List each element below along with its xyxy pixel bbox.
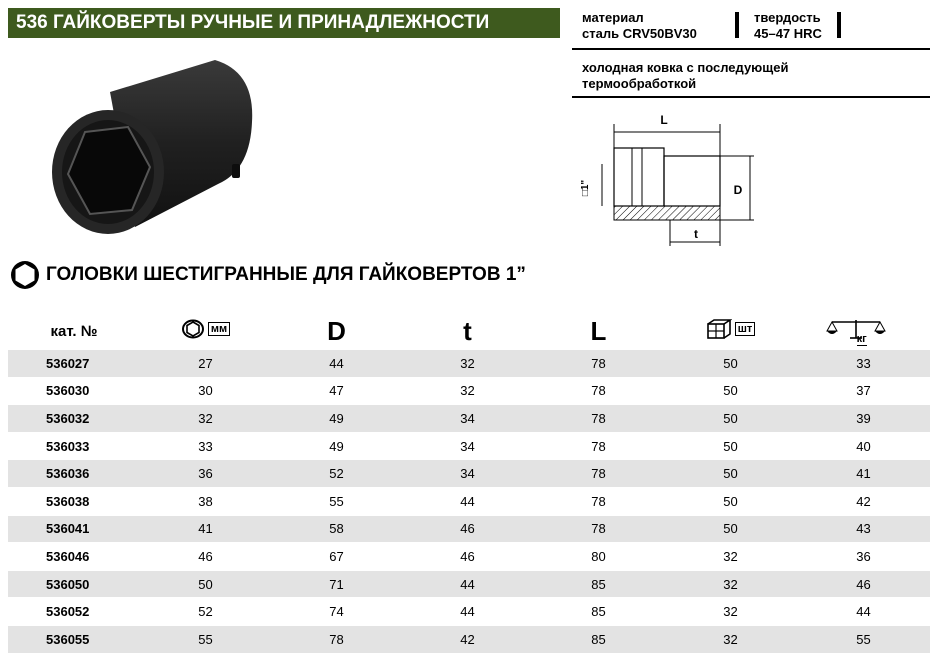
- product-table: [8, 312, 930, 654]
- diameter-d-cell: 78: [271, 625, 402, 653]
- weight-kg-cell: 37: [856, 383, 871, 399]
- qty-pcs-cell: 32: [723, 548, 738, 564]
- label-drive: □1": [580, 179, 591, 197]
- diameter-d-cell: 71: [271, 570, 402, 598]
- table-row: [8, 405, 930, 433]
- weight-kg-cell: 39: [797, 405, 930, 433]
- weight-kg-cell: 36: [856, 548, 871, 564]
- cat-number-cell: 536027: [8, 350, 140, 377]
- header-cat: кат. №: [50, 322, 98, 340]
- length-l-cell: 78: [533, 350, 664, 377]
- table-row: [8, 570, 930, 598]
- header-d: D: [327, 315, 346, 346]
- cat-number-cell: 536030: [46, 383, 90, 399]
- qty-pcs-cell: 50: [664, 405, 797, 433]
- cat-number-cell: 536038: [46, 493, 90, 509]
- depth-t-cell: 34: [402, 405, 533, 433]
- depth-t-cell: 44: [460, 493, 475, 509]
- length-l-cell: 78: [591, 438, 606, 454]
- qty-pcs-cell: 32: [664, 570, 797, 598]
- size-mm-cell: 32: [140, 405, 271, 433]
- weight-kg-cell: 41: [797, 460, 930, 488]
- table-row: [8, 377, 930, 405]
- depth-t-cell: 32: [402, 350, 533, 377]
- depth-t-cell: 42: [402, 625, 533, 653]
- weight-kg-cell: 40: [856, 438, 871, 454]
- size-mm-cell: 30: [198, 383, 213, 399]
- length-l-cell: 85: [591, 604, 606, 620]
- header-t: t: [463, 315, 472, 346]
- hardness-label: твердость: [754, 10, 821, 25]
- depth-t-cell: 46: [460, 548, 475, 564]
- depth-t-cell: 44: [402, 570, 533, 598]
- length-l-cell: 78: [533, 460, 664, 488]
- size-mm-cell: 52: [198, 604, 213, 620]
- weight-unit: кг: [856, 332, 867, 345]
- qty-pcs-cell: 50: [664, 460, 797, 488]
- weight-kg-cell: 55: [797, 625, 930, 653]
- weight-kg-cell: 46: [797, 570, 930, 598]
- size-mm-cell: 41: [140, 515, 271, 543]
- size-mm-cell: 55: [140, 625, 271, 653]
- qty-pcs-cell: 50: [723, 383, 738, 399]
- table-row: [8, 598, 930, 626]
- size-mm-cell: 27: [140, 350, 271, 377]
- diameter-d-cell: 52: [271, 460, 402, 488]
- weight-kg-cell: 43: [797, 515, 930, 543]
- divider: [572, 48, 930, 50]
- material-label: материал: [582, 10, 644, 25]
- weight-kg-cell: 33: [797, 350, 930, 377]
- socket-image: [40, 52, 270, 242]
- depth-t-cell: 44: [460, 604, 475, 620]
- diameter-d-cell: 67: [329, 548, 344, 564]
- divider: [572, 96, 930, 98]
- divider: [837, 12, 841, 38]
- cat-number-cell: 536033: [46, 438, 90, 454]
- table-row: [8, 487, 930, 515]
- label-t: t: [694, 227, 698, 241]
- depth-t-cell: 32: [460, 383, 475, 399]
- cat-number-cell: 536046: [46, 548, 90, 564]
- length-l-cell: 78: [591, 383, 606, 399]
- length-l-cell: 85: [533, 625, 664, 653]
- table-row: [8, 543, 930, 571]
- table-header-row: [8, 312, 930, 350]
- length-l-cell: 78: [533, 515, 664, 543]
- weight-kg-cell: 42: [856, 493, 871, 509]
- table-row: [8, 432, 930, 460]
- header-qty: [664, 312, 797, 350]
- hardness-value: 45–47 HRC: [754, 26, 822, 41]
- diameter-d-cell: 74: [329, 604, 344, 620]
- qty-pcs-cell: 50: [664, 515, 797, 543]
- table-row: [8, 625, 930, 653]
- label-l: L: [660, 113, 668, 127]
- size-mm-cell: 46: [198, 548, 213, 564]
- box-icon: [706, 318, 732, 340]
- size-mm-cell: 33: [198, 438, 213, 454]
- depth-t-cell: 34: [460, 438, 475, 454]
- size-mm-cell: 50: [140, 570, 271, 598]
- label-d: D: [733, 183, 743, 197]
- diameter-d-cell: 49: [271, 405, 402, 433]
- length-l-cell: 78: [533, 405, 664, 433]
- forging-line1: холодная ковка с последующей: [582, 60, 789, 75]
- table-row: [8, 460, 930, 488]
- depth-t-cell: 46: [402, 515, 533, 543]
- qty-pcs-cell: 50: [664, 350, 797, 377]
- page-title: 536 ГАЙКОВЕРТЫ РУЧНЫЕ И ПРИНАДЛЕЖНОСТИ: [8, 8, 560, 38]
- diameter-d-cell: 58: [271, 515, 402, 543]
- section-title: ГОЛОВКИ ШЕСТИГРАННЫЕ ДЛЯ ГАЙКОВЕРТОВ 1”: [46, 264, 526, 285]
- header-l: L: [590, 315, 607, 346]
- diameter-d-cell: 49: [329, 438, 344, 454]
- qty-pcs-cell: 50: [723, 493, 738, 509]
- cat-number-cell: 536036: [8, 460, 140, 488]
- length-l-cell: 80: [591, 548, 606, 564]
- forging-line2: термообработкой: [582, 76, 697, 91]
- length-l-cell: 85: [533, 570, 664, 598]
- dimension-drawing: [572, 108, 762, 248]
- qty-unit: шт: [735, 322, 756, 336]
- material-value: сталь CRV50BV30: [582, 26, 697, 41]
- hexagon-icon: [10, 260, 40, 290]
- size-mm-cell: 38: [198, 493, 213, 509]
- cat-number-cell: 536032: [8, 405, 140, 433]
- cat-number-cell: 536050: [8, 570, 140, 598]
- divider: [735, 12, 739, 38]
- hexagon-outline-icon: [181, 319, 205, 339]
- cat-number-cell: 536055: [8, 625, 140, 653]
- qty-pcs-cell: 32: [664, 625, 797, 653]
- header-size: [140, 312, 271, 350]
- depth-t-cell: 34: [402, 460, 533, 488]
- cat-number-cell: 536041: [8, 515, 140, 543]
- header-weight: [797, 312, 930, 350]
- table-row: [8, 350, 930, 377]
- forging-spec: [582, 60, 788, 92]
- length-l-cell: 78: [591, 493, 606, 509]
- section-heading: [10, 260, 526, 290]
- diameter-d-cell: 44: [271, 350, 402, 377]
- qty-pcs-cell: 50: [723, 438, 738, 454]
- table-row: [8, 515, 930, 543]
- diameter-d-cell: 47: [329, 383, 344, 399]
- diameter-d-cell: 55: [329, 493, 344, 509]
- cat-number-cell: 536052: [46, 604, 90, 620]
- size-mm-cell: 36: [140, 460, 271, 488]
- hardness-spec: [754, 10, 822, 42]
- weight-kg-cell: 44: [856, 604, 871, 620]
- qty-pcs-cell: 32: [723, 604, 738, 620]
- size-unit: мм: [208, 322, 230, 336]
- material-spec: [582, 10, 697, 42]
